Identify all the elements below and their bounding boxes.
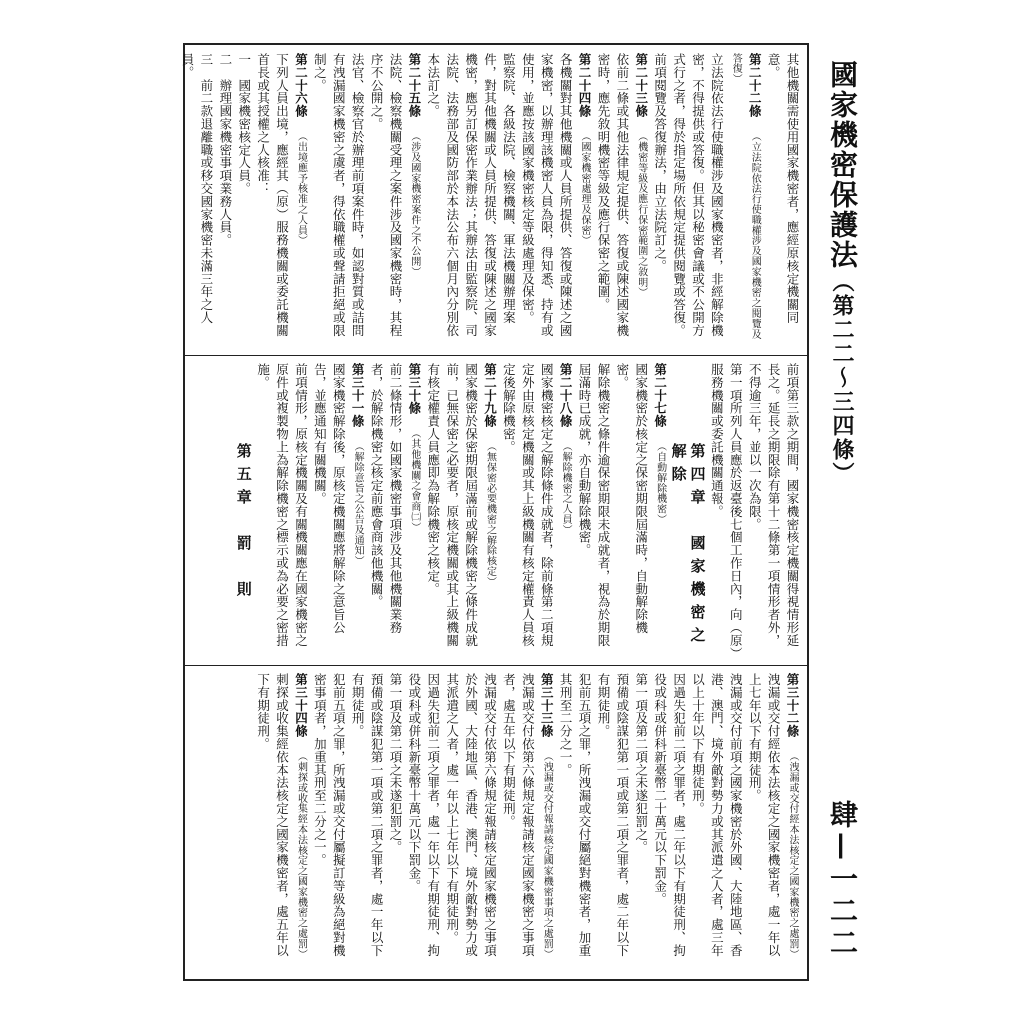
article-paragraph: 預備或陰謀犯第一項或第二項之罪者，處二年以下有期徒刑。	[595, 673, 630, 957]
text-frame	[180, 43, 809, 981]
page-number: 肆—一二二	[826, 800, 859, 960]
text-band-top	[180, 53, 801, 349]
article-paragraph: 其他機關需使用國家機密者，應經原核定機關同意。	[766, 53, 800, 324]
article-number: 第二十五條	[406, 53, 422, 118]
article-paragraph: 刺探或收集經依本法核定之國家機密者，處五年以下有期徒刑。	[255, 673, 290, 957]
article-paragraph: 監察院、各級法院、檢察機關、軍法機關辦理案件，對其他機關或人員所提供、答復或陳述之國家機密，應另訂保密作業辦法；其辦法由監察院、司法院、法務部及國防部於本法公布六個月內分別依本法訂之。	[425, 53, 517, 337]
article-caption: （立法院依法行使職權涉及國家機密之閱覽及答復）	[730, 53, 761, 339]
article-paragraph: 因過失犯前二項之罪者，處一年以下有期徒刑、拘役或科或併科新臺幣十萬元以下罰金。	[406, 673, 441, 957]
article-heading	[536, 673, 555, 969]
article-paragraph: 第一項所列人員應於返臺後七個工作日內，向（原）服務機關或委託機關通報。	[709, 363, 744, 654]
article-number: 第三十三條	[539, 673, 555, 738]
article-paragraph: 犯前五項之罪，所洩漏或交付屬擬訂等級為絕對機密事項者，加重其刑至二分之一。	[312, 673, 347, 957]
document-title	[822, 60, 862, 486]
chapter-heading: 第五章 罰 則	[234, 443, 253, 604]
article-paragraph: 法院、檢察機關受理之案件涉及國家機密時，其程序不公開之。	[369, 53, 403, 337]
article-caption: （機密等級及應行保密範圍之敘明）	[635, 125, 647, 298]
article-paragraph: 一 國家機密核定人員。	[236, 53, 252, 195]
text-band-middle	[193, 363, 801, 659]
article-heading	[291, 53, 310, 349]
article-paragraph: 依前二條或其他法律規定提供、答復或陳述國家機密時，應先敘明機密等級及應行保密之範圍。	[595, 53, 630, 337]
article-number: 第二十九條	[482, 363, 498, 428]
article-caption: （國家機密處理及保密）	[579, 125, 591, 246]
band-divider	[185, 355, 807, 356]
article-paragraph: 下列人員出境，應經其（原）服務機關或委託機關首長或其授權之人核准：	[255, 53, 290, 337]
article-caption: （涉及國家機密案件之不公開）	[408, 125, 420, 277]
article-heading	[404, 363, 423, 659]
article-paragraph: 前項第三款之期間，國家機密核定機關得視情形延長之。延長之期限除有第十二條第一項情形者外，不得逾三年，並以一次為限。	[747, 363, 800, 647]
article-number: 第二十六條	[293, 53, 309, 118]
chapter-heading: 第四章 國家機密之解除	[669, 443, 707, 650]
article-paragraph: 立法院依法行使職權涉及國家機密者，非經解除機密，不得提供或答復。但其以秘密會議或不公開方式行之者，得於指定場所依規定提供閱覽或答復。	[671, 53, 725, 337]
article-heading	[725, 53, 763, 349]
article-paragraph: 前項閱覽及答復辦法，由立法院訂之。	[652, 53, 668, 273]
article-paragraph: 洩漏或交付經依本法核定之國家機密者，處一年以上七年以下有期徒刑。	[747, 673, 782, 957]
article-number: 第二十七條	[652, 363, 668, 428]
article-caption: （出境應予核准之人員）	[295, 125, 307, 246]
article-number: 第三十四條	[293, 673, 309, 738]
article-heading	[347, 363, 366, 659]
law-title: 國家機密保護法	[826, 60, 859, 270]
article-paragraph: 解除機密之條件逾保密期限未成就者，視為於期限屆滿時已成就，亦自動解除機密。	[577, 363, 611, 647]
article-caption: （解除機密之人員）	[560, 435, 572, 535]
article-heading	[650, 363, 669, 659]
article-paragraph: 犯前五項之罪，所洩漏或交付屬絕對機密者，加重其刑至二分之一。	[558, 673, 593, 957]
article-paragraph: 第一項及第二項之未遂犯罰之。	[633, 673, 649, 854]
article-paragraph: 各機關對其他機關或人員所提供、答復或陳述之國家機密，以辦理該機密人員為限，得知悉、持有或使用，並應按該國家機密核定等級處理及保密。	[520, 53, 574, 337]
article-paragraph: 因過失犯前二項之罪者，處二年以下有期徒刑、拘役或科或併科新臺幣二十萬元以下罰金。	[652, 673, 687, 957]
article-heading	[404, 53, 423, 349]
article-paragraph: 國家機密於保密期限屆滿前或解除機密之條件成就前，已無保密之必要者，原核定機關或其上級機關有核定權責人員應即為解除機密之核定。	[425, 363, 479, 647]
article-number: 第三十條	[406, 363, 422, 415]
article-caption: （刺探或收集經本法核定之國家機密之處罰）	[295, 745, 307, 959]
article-paragraph: 國家機密核定之解除條件成就者，除前條第二項規定外由原核定機關或其上級機關有核定權責人員核定後解除機密。	[501, 363, 555, 647]
article-number: 第二十八條	[558, 363, 574, 428]
article-heading	[480, 363, 499, 659]
article-caption: （洩漏或交付報請核定國家機密事項之處罰）	[541, 745, 553, 959]
article-paragraph: 前項情形，原核定機關及有關機關應在國家機密之原件或複製物上為解除機密之標示或為必要之密措施。	[255, 363, 309, 647]
article-paragraph: 法官、檢察官於辦理前項案件時，如認對質或詰問有洩漏國家機密之虞者，得依職權或聲請拒絕或限制之。	[312, 53, 366, 337]
article-heading	[291, 673, 310, 969]
article-paragraph: 國家機密解除後，原核定機關應將解除之意旨公告，並應通知有關機關。	[312, 363, 347, 634]
article-number: 第二十三條	[633, 53, 649, 118]
article-range: （第二二～三四條）	[829, 270, 855, 486]
article-paragraph: 二 辦理國家機密事項業務人員。	[217, 53, 233, 247]
article-paragraph: 第一項及第二項之未遂犯罰之。	[387, 673, 403, 854]
article-heading	[574, 53, 593, 349]
article-caption: （自動解除機密）	[654, 435, 666, 525]
band-divider	[185, 665, 807, 666]
article-number: 第二十四條	[577, 53, 593, 118]
article-paragraph: 洩漏或交付依第六條規定報請核定國家機密之事項者，處五年以下有期徒刑。	[501, 673, 536, 957]
article-caption: （其他機關之會商㈡）	[408, 422, 420, 533]
article-paragraph: 預備或陰謀犯第一項或第二項之罪者，處一年以下有期徒刑。	[350, 673, 385, 957]
article-heading	[782, 673, 801, 969]
article-heading	[555, 363, 574, 659]
article-paragraph: 洩漏或交付依第六條規定報請核定國家機密之事項於外國、大陸地區、香港、澳門、境外敵對勢力或其派遣之人者，處一年以上七年以下有期徒刑。	[444, 673, 498, 957]
article-paragraph: 國家機密於核定之保密期限屆滿時，自動解除機密。	[614, 363, 649, 634]
article-number: 第三十一條	[350, 363, 366, 428]
article-paragraph: 洩漏或交付前項之國家機密於外國、大陸地區、香港、澳門、境外敵對勢力或其派遣之人者，處三年以上十年以下有期徒刑。	[690, 673, 744, 957]
article-caption: （洩漏或交付經本法核定之國家機密之處罰）	[787, 745, 798, 959]
text-band-bottom	[193, 673, 801, 969]
article-paragraph: 前二條情形，如國家機密事項涉及其他機關業務者，於解除機密之核定前應會商該他機關。	[369, 363, 403, 634]
article-number: 第二十二條	[747, 53, 763, 118]
article-number: 第三十二條	[785, 673, 800, 738]
article-caption: （無保密必要機密之解除核定）	[484, 435, 496, 587]
article-paragraph: 三 前二款退離職或移交國家機密未滿三年之人員。	[180, 53, 214, 324]
article-caption: （解除意旨之公告及通知）	[352, 435, 364, 566]
article-heading	[631, 53, 650, 349]
